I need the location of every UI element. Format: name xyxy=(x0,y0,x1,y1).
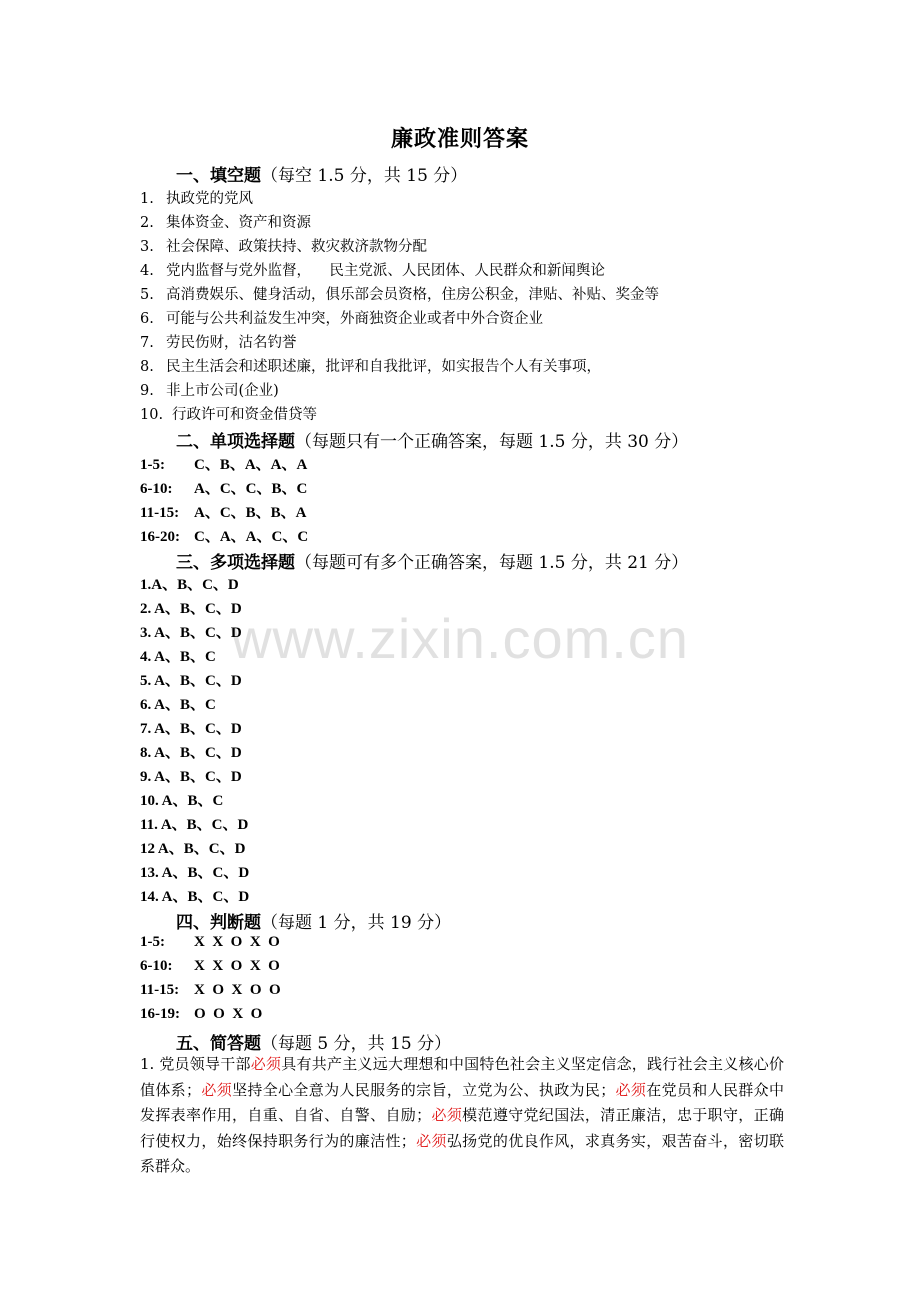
section-2-note: （每题只有一个正确答案，每题 1.5 分，共 30 分） xyxy=(295,432,689,452)
fill-answer-10: 10. 行政许可和资金借贷等 xyxy=(140,407,317,423)
section-3-title: 三、多项选择题 xyxy=(176,553,295,573)
fill-answer-7: 7. 劳民伤财，沽名钓誉 xyxy=(140,335,297,351)
section-1-note: （每空 1.5 分，共 15 分） xyxy=(261,166,468,186)
fill-answer-8: 8. 民主生活会和述职述廉，批评和自我批评，如实报告个人有关事项， xyxy=(140,359,601,375)
emphasis-must: 必须 xyxy=(431,1106,463,1124)
emphasis-must: 必须 xyxy=(250,1055,282,1073)
multi-choice-row: 9. A、B、C、D xyxy=(140,769,242,785)
fill-answer-1: 1. 执政党的党风 xyxy=(140,191,253,207)
multi-choice-row: 8. A、B、C、D xyxy=(140,745,242,761)
emphasis-must: 必须 xyxy=(415,1131,447,1150)
section-4-heading xyxy=(176,908,451,933)
multi-choice-row: 4. A、B、C xyxy=(140,649,216,665)
section-2-title: 二、单项选择题 xyxy=(176,432,295,452)
multi-choice-row: 12 A、B、C、D xyxy=(140,841,246,857)
section-5-title: 五、简答题 xyxy=(176,1034,261,1054)
emphasis-must: 必须 xyxy=(615,1080,647,1099)
multi-choice-row: 6. A、B、C xyxy=(140,697,216,713)
multi-choice-row: 14. A、B、C、D xyxy=(140,889,250,905)
true-false-row: 11-15: X O X O O xyxy=(140,982,281,998)
multi-choice-row: 13. A、B、C、D xyxy=(140,865,250,881)
short-answer-paragraph: 1. 党员领导干部必须具有共产主义远大理想和中国特色社会主义坚定信念，践行社会主义核心价值体系；必须坚持全心全意为人民服务的宗旨，立党为公、执政为民；必须在党员和人民群众中发挥表率作用，自重、自省、自警、自励；必须模范遵守党纪国法，清正廉洁，忠于职守，正确行使权力，始终保持职务行为的廉洁性；必须弘扬党的优良作风，求真务实，艰苦奋斗，密切联系群众。 xyxy=(140,1055,784,1175)
fill-answer-3: 3. 社会保障、政策扶持、救灾救济款物分配 xyxy=(140,239,427,255)
section-5-note: （每题 5 分，共 15 分） xyxy=(261,1034,452,1054)
true-false-row: 6-10: X X O X O xyxy=(140,958,280,974)
fill-answer-6: 6. 可能与公共利益发生冲突，外商独资企业或者中外合资企业 xyxy=(140,311,543,327)
multi-choice-row: 2. A、B、C、D xyxy=(140,601,242,617)
section-1-heading xyxy=(176,161,467,186)
single-choice-row: 11-15: A、C、B、B、A xyxy=(140,505,307,521)
emphasis-must: 必须 xyxy=(201,1080,233,1099)
multi-choice-row: 10. A、B、C xyxy=(140,793,224,809)
single-choice-row: 16-20: C、A、A、C、C xyxy=(140,529,309,545)
true-false-row: 16-19: O O X O xyxy=(140,1006,263,1022)
fill-answer-4: 4. 党内监督与党外监督， 民主党派、人民团体、人民群众和新闻舆论 xyxy=(140,263,605,279)
section-3-note: （每题可有多个正确答案，每题 1.5 分，共 21 分） xyxy=(295,553,689,573)
page-title: 廉政准则答案 xyxy=(390,126,529,152)
single-choice-row: 1-5: C、B、A、A、A xyxy=(140,457,308,473)
multi-choice-row: 1.A、B、C、D xyxy=(140,577,239,593)
fill-answer-9: 9. 非上市公司(企业) xyxy=(140,383,279,399)
single-choice-row: 6-10: A、C、C、B、C xyxy=(140,481,308,497)
multi-choice-row: 7. A、B、C、D xyxy=(140,721,242,737)
watermark: www.zixin.com.cn xyxy=(231,607,689,670)
multi-choice-row: 3. A、B、C、D xyxy=(140,625,242,641)
section-2-heading xyxy=(176,427,688,452)
section-3-heading xyxy=(176,548,688,573)
fill-answer-2: 2. 集体资金、资产和资源 xyxy=(140,215,311,231)
multi-choice-row: 11. A、B、C、D xyxy=(140,817,249,833)
true-false-row: 1-5: X X O X O xyxy=(140,934,280,950)
section-4-note: （每题 1 分，共 19 分） xyxy=(261,913,452,933)
section-1-title: 一、填空题 xyxy=(176,166,261,186)
section-5-heading xyxy=(176,1029,451,1054)
section-4-title: 四、判断题 xyxy=(176,913,261,933)
fill-answer-5: 5. 高消费娱乐、健身活动，俱乐部会员资格，住房公积金，津贴、补贴、奖金等 xyxy=(140,287,659,303)
multi-choice-row: 5. A、B、C、D xyxy=(140,673,242,689)
